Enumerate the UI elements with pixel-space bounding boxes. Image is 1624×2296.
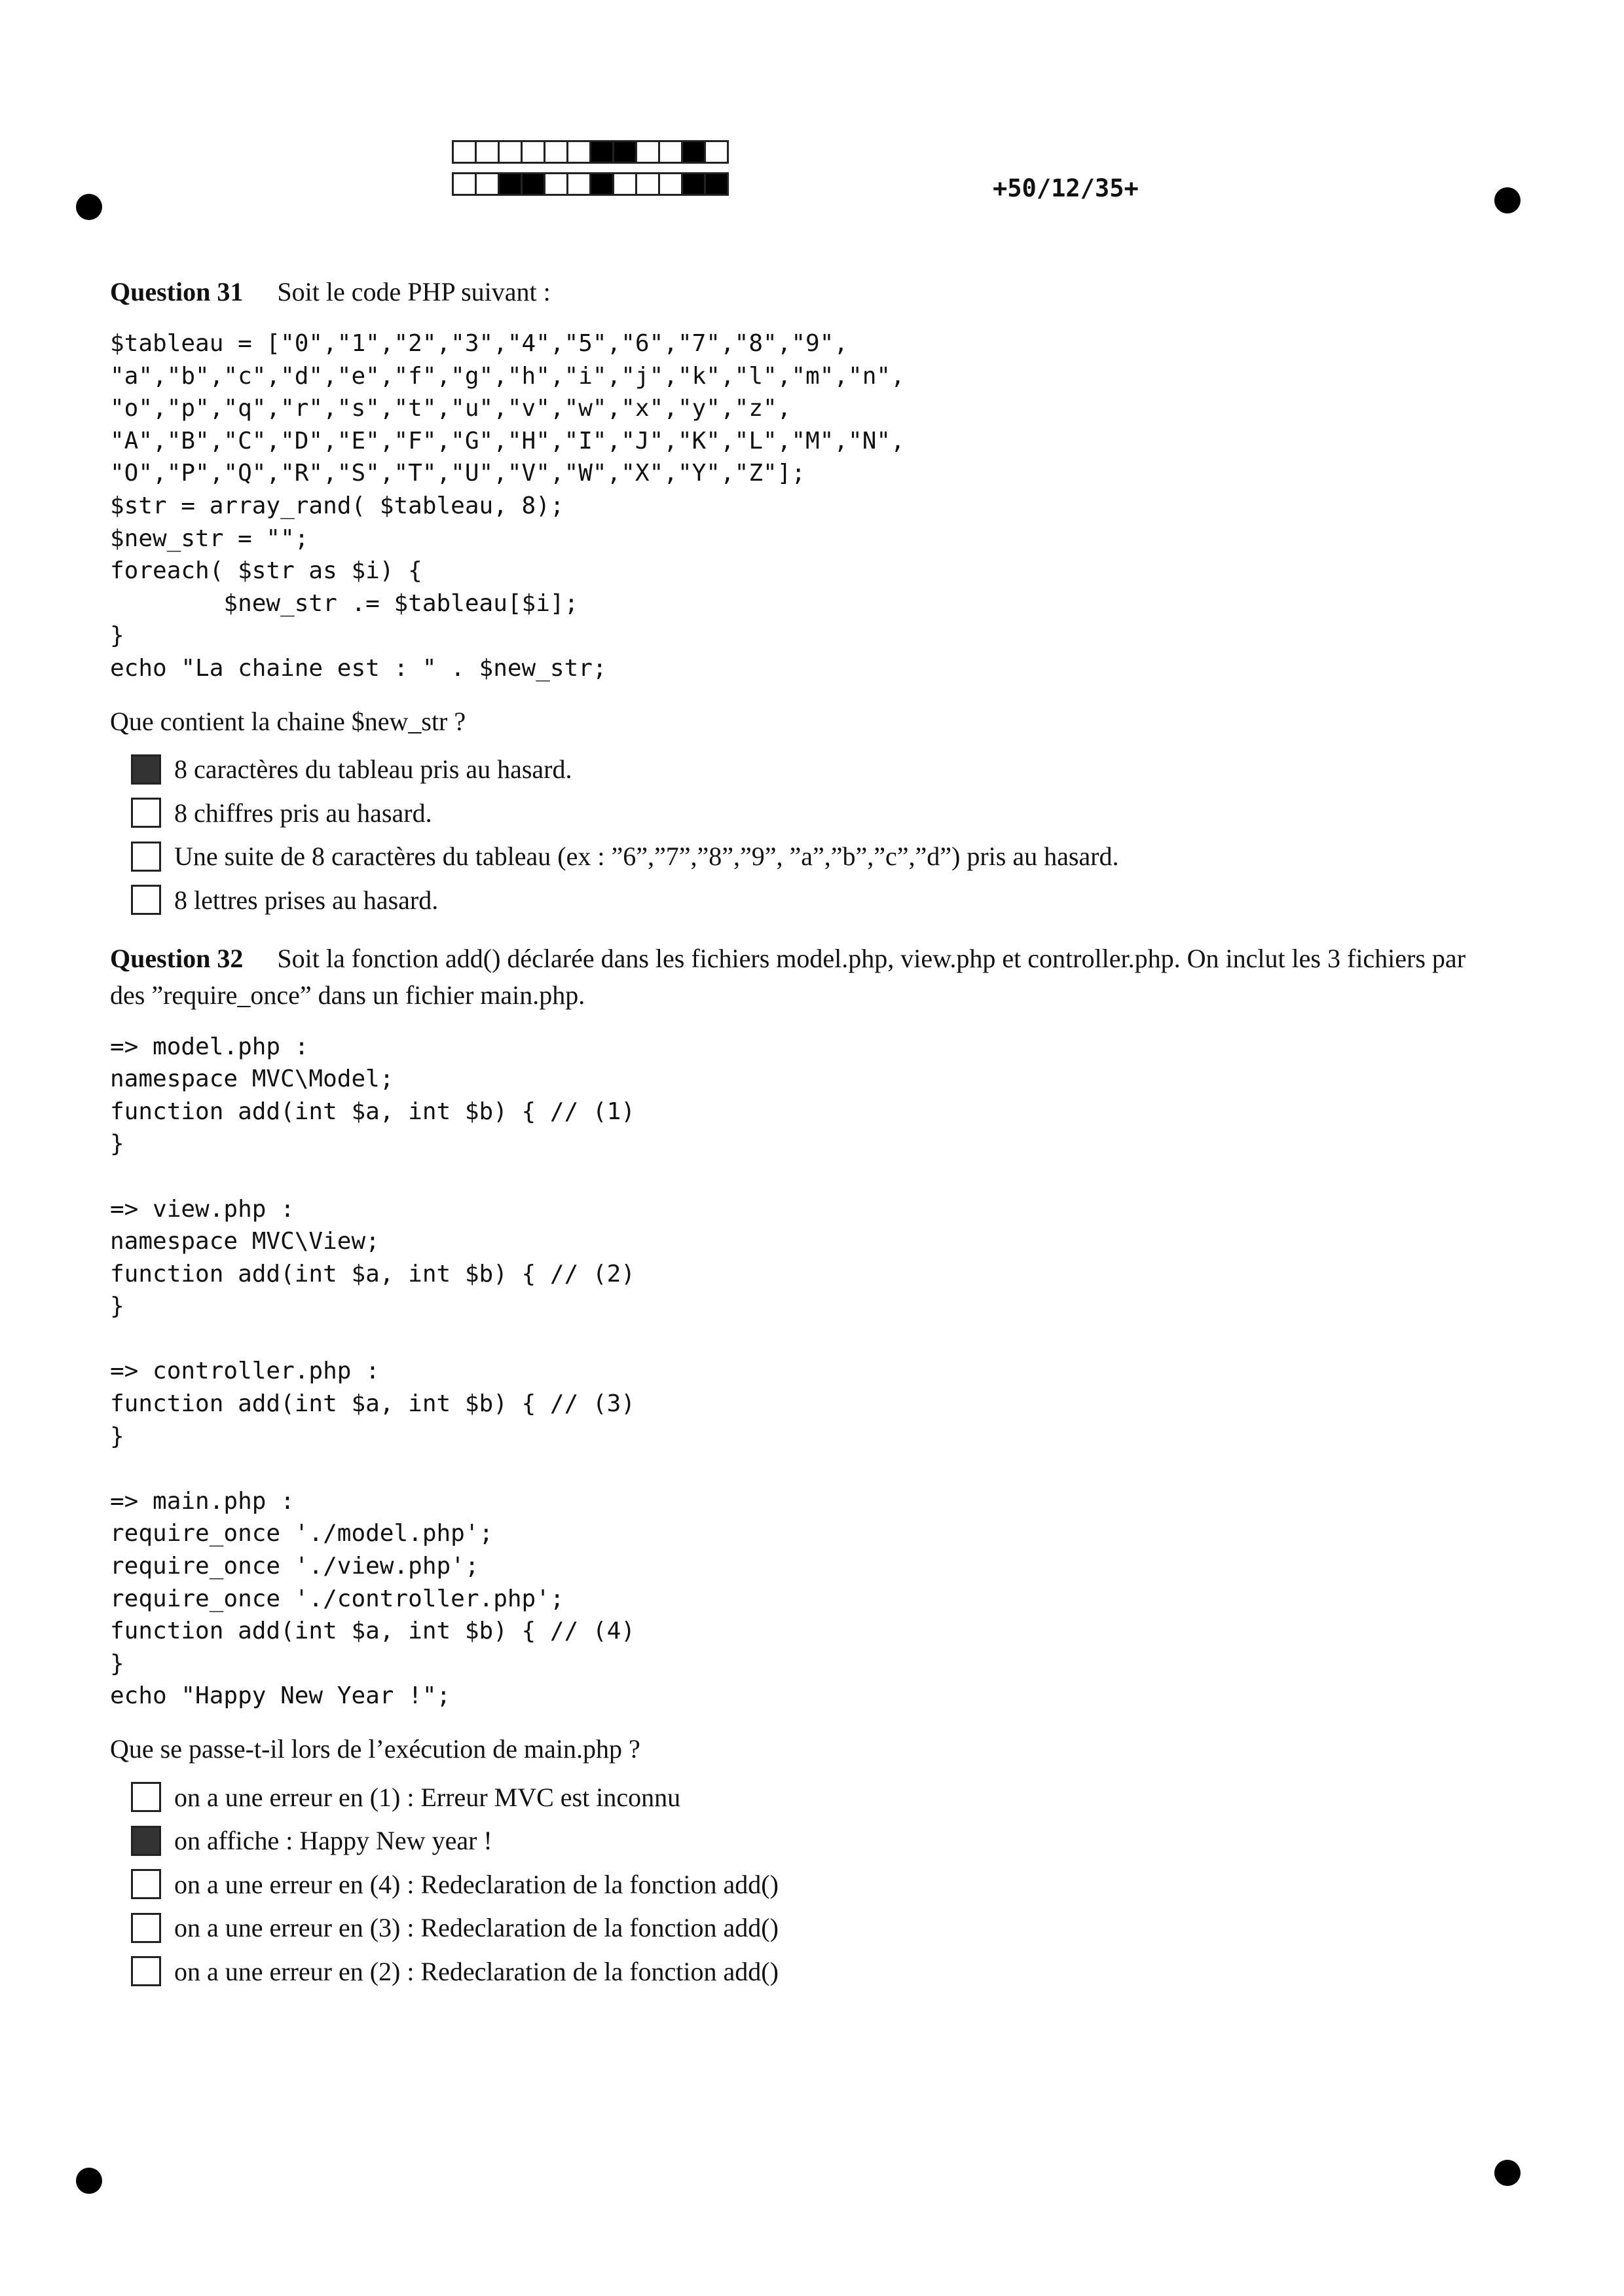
- code-block: $tableau = ["0","1","2","3","4","5","6","7","8","9", "a","b","c","d","e","f","g","h","i","j","k","l","m","n", "o","p","q","r","s","t","u","v","w","x","y","z", "A","B","C","D","E","F","G","H","I","J","K","L","M","N", "O","P","Q","R","S","T","U","V","W","X","Y","Z"]; $str = array_rand( $tableau, 8); $new_str = ""; foreach( $str as $i) { $new_str .= $tableau[$i]; } echo "La chaine est : " . $new_str;: [110, 330, 905, 682]
- question-intro: Soit le code PHP suivant :: [277, 277, 551, 306]
- barcode-cell: [452, 140, 477, 164]
- barcode-cell: [704, 140, 729, 164]
- answer-option[interactable]: [110, 1950, 1505, 1993]
- barcode-cell: [452, 172, 477, 196]
- checkbox[interactable]: [131, 1869, 161, 1899]
- barcode-cell: [475, 140, 500, 164]
- barcode-cell: [521, 140, 545, 164]
- barcode-row-2: [452, 172, 727, 196]
- barcode-cell: [612, 172, 637, 196]
- barcode-cell: [498, 172, 523, 196]
- barcode-row-1: [452, 140, 727, 164]
- barcode-cell: [704, 172, 729, 196]
- answer-option[interactable]: [110, 1862, 1505, 1906]
- question-prompt: Que contient la chaine $new_str ?: [110, 706, 466, 736]
- barcode-cell: [544, 140, 568, 164]
- barcode-cell: [635, 172, 660, 196]
- question-number: Question 31: [110, 277, 244, 306]
- barcode-cell: [681, 172, 706, 196]
- answer-option[interactable]: [110, 1819, 1505, 1863]
- answer-label: 8 lettres prises au hasard.: [174, 885, 439, 915]
- question-number: Question 32: [110, 943, 244, 973]
- barcode-cell: [635, 140, 660, 164]
- barcode-cell: [566, 172, 591, 196]
- checkbox[interactable]: [131, 1782, 161, 1812]
- barcode-cell: [475, 172, 500, 196]
- answer-label: on a une erreur en (2) : Redeclaration de la fonction add(): [174, 1956, 779, 1986]
- registration-dot-top-left: [76, 194, 102, 220]
- question-prompt: Que se passe-t-il lors de l’exécution de main.php ?: [110, 1734, 640, 1764]
- answer-label: on a une erreur en (1) : Erreur MVC est inconnu: [174, 1782, 681, 1812]
- answer-label: on a une erreur en (3) : Redeclaration de la fonction add(): [174, 1913, 779, 1943]
- checkbox[interactable]: [131, 885, 161, 915]
- barcode-cell: [658, 140, 683, 164]
- answer-label: Une suite de 8 caractères du tableau (ex : ”6”,”7”,”8”,”9”, ”a”,”b”,”c”,”d”) pris au hasard.: [174, 842, 1119, 872]
- barcode-cell: [658, 172, 683, 196]
- checkbox[interactable]: [131, 1913, 161, 1943]
- checkbox[interactable]: [131, 798, 161, 828]
- answer-option[interactable]: [110, 791, 1505, 835]
- barcode-cell: [681, 140, 706, 164]
- answer-option[interactable]: [110, 835, 1505, 879]
- answer-option[interactable]: [110, 878, 1505, 922]
- checkbox-checked[interactable]: [131, 754, 161, 785]
- answer-option[interactable]: [110, 1775, 1505, 1819]
- registration-dot-bottom-right: [1494, 2160, 1521, 2186]
- page-id: +50/12/35+: [993, 174, 1139, 202]
- barcode-cell: [521, 172, 545, 196]
- answer-label: 8 caractères du tableau pris au hasard.: [174, 754, 572, 785]
- code-block: => model.php : namespace MVC\Model; function add(int $a, int $b) { // (1) } => view.php : namespace MVC\View; function add(int $a, int $b) { // (2) } => controller.php : function add(int $a, int $b) { // (3) } => main.php : require_once './model.php'; require_once './view.php'; require_once './controller.php'; function add(int $a, int $b) { // (4) } echo "Happy New Year !";: [110, 1033, 635, 1710]
- question-32: [110, 940, 1505, 1993]
- question-header: [110, 940, 1505, 1014]
- barcode-cell: [589, 172, 614, 196]
- question-31: [110, 274, 1505, 922]
- barcode-cell: [544, 172, 568, 196]
- registration-dot-top-right: [1494, 187, 1521, 213]
- answer-label: on a une erreur en (4) : Redeclaration de la fonction add(): [174, 1869, 779, 1899]
- checkbox-checked[interactable]: [131, 1826, 161, 1856]
- answer-label: 8 chiffres pris au hasard.: [174, 798, 432, 828]
- answer-label: on affiche : Happy New year !: [174, 1826, 492, 1856]
- registration-dot-bottom-left: [76, 2168, 102, 2194]
- barcode-cell: [498, 140, 523, 164]
- question-intro: Soit la fonction add() déclarée dans les fichiers model.php, view.php et controller.php. On inclut les 3 fichiers par des ”require_once” dans un fichier main.php.: [110, 943, 1466, 1010]
- answer-option[interactable]: [110, 1906, 1505, 1950]
- barcode-cell: [589, 140, 614, 164]
- exam-content: [110, 274, 1505, 1993]
- answer-list: [110, 748, 1505, 922]
- question-header: [110, 274, 1505, 310]
- answer-list: [110, 1775, 1505, 1993]
- checkbox[interactable]: [131, 842, 161, 872]
- answer-option[interactable]: [110, 748, 1505, 792]
- barcode-cell: [566, 140, 591, 164]
- barcode-cell: [612, 140, 637, 164]
- checkbox[interactable]: [131, 1956, 161, 1986]
